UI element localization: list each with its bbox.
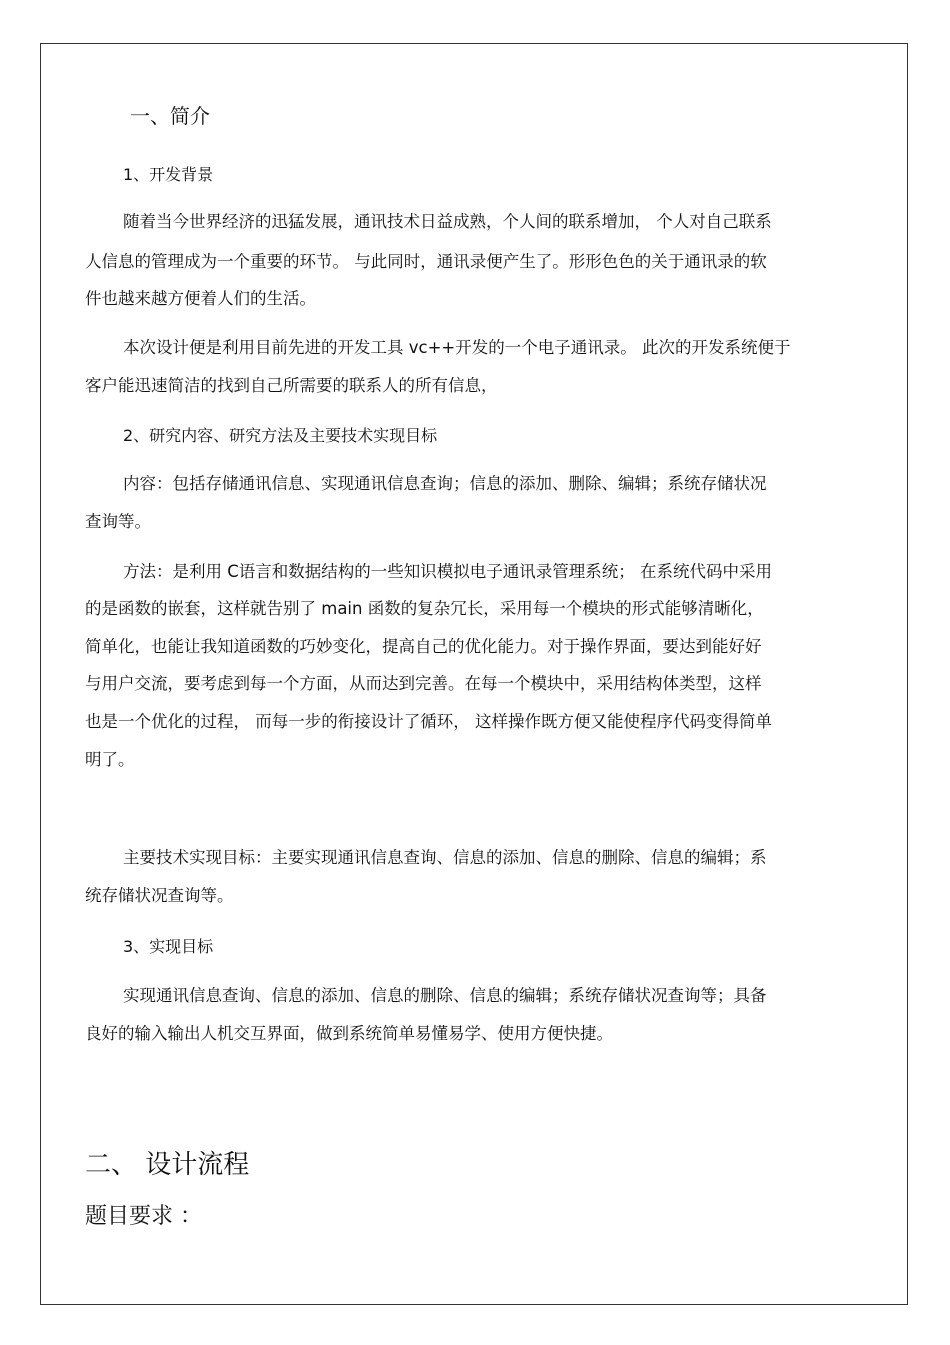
sub1-p1-line3: 件也越来越方便着人们的生活。	[85, 289, 316, 308]
sub2-heading: 2、研究内容、研究方法及主要技术实现目标	[123, 426, 438, 445]
sub2-goal-line1: 主要技术实现目标：主要实现通讯信息查询、信息的添加、信息的删除、信息的编辑；系	[123, 848, 767, 867]
sub3-p-line2: 良好的输入输出人机交互界面，做到系统简单易懂易学、使用方便快捷。	[85, 1024, 613, 1043]
sub1-heading: 1、开发背景	[123, 165, 214, 184]
sub2-goal-line2: 统存储状况查询等。	[85, 886, 234, 905]
section2-subtitle: 题目要求 ：	[85, 1204, 202, 1229]
sub2-method-line1: 方法：是利用 C语言和数据结构的一些知识模拟电子通讯录管理系统； 在系统代码中采用	[123, 562, 773, 581]
section1-title: 一、简介	[130, 104, 210, 128]
sub1-p2-line2: 客户能迅速简洁的找到自己所需要的联系人的所有信息，	[85, 376, 498, 395]
sub2-method-line5: 也是一个优化的过程， 而每一步的衔接设计了循环， 这样操作既方便又能使程序代码变得简单	[85, 712, 772, 731]
section2-title: 二、 设计流程	[85, 1150, 250, 1180]
sub1-p1-line2: 人信息的管理成为一个重要的环节。 与此同时，通讯录便产生了。形形色色的关于通讯录的软	[85, 252, 767, 271]
sub2-content-line2: 查询等。	[85, 512, 151, 531]
sub2-method-line6: 明了。	[85, 750, 135, 769]
sub2-content-line1: 内容：包括存储通讯信息、实现通讯信息查询；信息的添加、删除、编辑；系统存储状况	[123, 474, 767, 493]
sub3-heading: 3、实现目标	[123, 937, 214, 956]
sub2-method-line4: 与用户交流，要考虑到每一个方面，从而达到完善。在每一个模块中，采用结构体类型，这样	[85, 674, 762, 693]
sub1-p2-line1: 本次设计便是利用目前先进的开发工具 vc++开发的一个电子通讯录。 此次的开发系统便于	[123, 338, 791, 357]
sub3-p-line1: 实现通讯信息查询、信息的添加、信息的删除、信息的编辑；系统存储状况查询等；具备	[123, 986, 767, 1005]
sub1-p1-line1: 随着当今世界经济的迅猛发展，通讯技术日益成熟，个人间的联系增加， 个人对自己联系	[123, 212, 772, 231]
sub2-method-line2: 的是函数的嵌套，这样就告别了 main 函数的复杂冗长，采用每一个模块的形式能够清晰化，	[85, 599, 764, 618]
sub2-method-line3: 简单化，也能让我知道函数的巧妙变化，提高自己的优化能力。对于操作界面，要达到能好好	[85, 637, 762, 656]
